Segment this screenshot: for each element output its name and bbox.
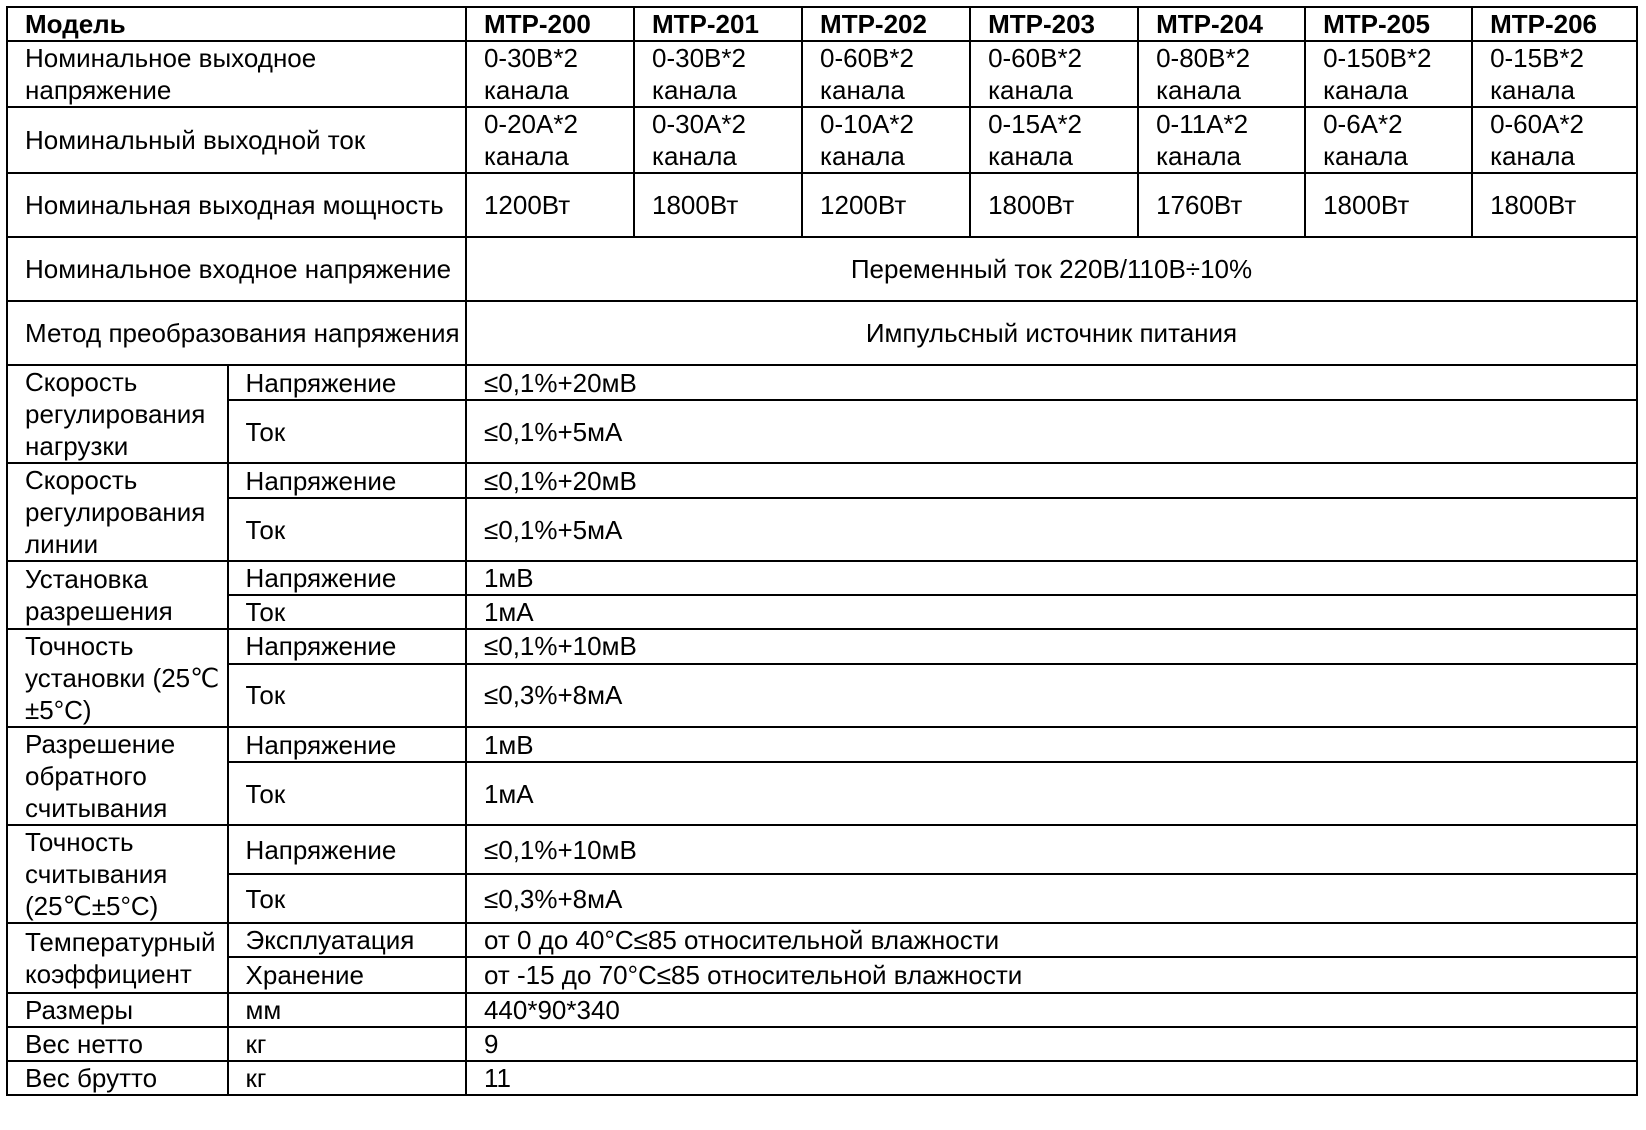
temp-coef-operation-row — [7, 923, 1637, 957]
sub-label: Напряжение — [228, 365, 466, 400]
group-value: 1мВ — [466, 727, 1637, 762]
group-label: Скорость регулирования линии — [7, 463, 228, 561]
value-cell: 0-15В*2 канала — [1472, 41, 1637, 107]
sub-label: Напряжение — [228, 629, 466, 664]
dimensions-row — [7, 993, 1637, 1027]
shared-value: Импульсный источник питания — [466, 301, 1637, 365]
group-value: ≤0,1%+5мА — [466, 400, 1637, 463]
spec-table-container — [6, 6, 1638, 1096]
group-label: Установка разрешения — [7, 561, 228, 629]
value-cell: 1800Вт — [634, 173, 802, 237]
temp-coef-storage-row — [7, 957, 1637, 993]
conversion-method-row — [7, 301, 1637, 365]
setting-resolution-current-row — [7, 595, 1637, 629]
value-cell: 0-30А*2 канала — [634, 107, 802, 173]
shared-value: Переменный ток 220В/110В÷10% — [466, 237, 1637, 301]
line-regulation-voltage-row — [7, 463, 1637, 498]
group-label: Разрешение обратного считывания — [7, 727, 228, 825]
group-value: ≤0,1%+5мА — [466, 498, 1637, 561]
row-label: Вес нетто — [7, 1027, 228, 1061]
group-value: ≤0,1%+10мВ — [466, 629, 1637, 664]
row-label: Размеры — [7, 993, 228, 1027]
input-voltage-row — [7, 237, 1637, 301]
sub-label: Ток — [228, 664, 466, 727]
model-name: MTP-204 — [1138, 7, 1305, 41]
value-cell: 1200Вт — [466, 173, 634, 237]
group-value: ≤0,1%+10мВ — [466, 825, 1637, 874]
unit-label: кг — [228, 1027, 466, 1061]
row-label: Номинальный выходной ток — [7, 107, 466, 173]
sub-label: Ток — [228, 400, 466, 463]
value-cell: 0-80В*2 канала — [1138, 41, 1305, 107]
setting-accuracy-voltage-row — [7, 629, 1637, 664]
value-cell: 0-10А*2 канала — [802, 107, 970, 173]
group-value: от -15 до 70°С≤85 относительной влажности — [466, 957, 1637, 993]
value-cell: 1200Вт — [802, 173, 970, 237]
value-cell: 0-15А*2 канала — [970, 107, 1138, 173]
model-name: MTP-203 — [970, 7, 1138, 41]
value-cell: 1800Вт — [1472, 173, 1637, 237]
group-label: Точность считывания (25℃±5°С) — [7, 825, 228, 923]
value-cell: 0-11А*2 канала — [1138, 107, 1305, 173]
single-value: 440*90*340 — [466, 993, 1637, 1027]
unit-label: кг — [228, 1061, 466, 1095]
model-name: MTP-202 — [802, 7, 970, 41]
output-power-row — [7, 173, 1637, 237]
readback-resolution-voltage-row — [7, 727, 1637, 762]
sub-label: Напряжение — [228, 561, 466, 595]
value-cell: 1800Вт — [1305, 173, 1472, 237]
row-label: Номинальное входное напряжение — [7, 237, 466, 301]
group-value: 1мА — [466, 595, 1637, 629]
sub-label: Хранение — [228, 957, 466, 993]
output-current-row — [7, 107, 1637, 173]
model-header-label: Модель — [7, 7, 466, 41]
group-label: Точность установки (25℃±5°С) — [7, 629, 228, 727]
header-row — [7, 7, 1637, 41]
model-name: MTP-200 — [466, 7, 634, 41]
group-label: Скорость регулирования нагрузки — [7, 365, 228, 463]
sub-label: Эксплуатация — [228, 923, 466, 957]
unit-label: мм — [228, 993, 466, 1027]
group-value: ≤0,1%+20мВ — [466, 463, 1637, 498]
model-name: MTP-201 — [634, 7, 802, 41]
setting-accuracy-current-row — [7, 664, 1637, 727]
line-regulation-current-row — [7, 498, 1637, 561]
row-label: Вес брутто — [7, 1061, 228, 1095]
value-cell: 0-6А*2 канала — [1305, 107, 1472, 173]
sub-label: Напряжение — [228, 727, 466, 762]
value-cell: 1760Вт — [1138, 173, 1305, 237]
sub-label: Ток — [228, 762, 466, 825]
single-value: 9 — [466, 1027, 1637, 1061]
model-name: MTP-206 — [1472, 7, 1637, 41]
readback-accuracy-current-row — [7, 874, 1637, 923]
load-regulation-voltage-row — [7, 365, 1637, 400]
sub-label: Ток — [228, 874, 466, 923]
group-value: ≤0,3%+8мА — [466, 664, 1637, 727]
net-weight-row — [7, 1027, 1637, 1061]
spec-table — [6, 6, 1638, 1096]
sub-label: Ток — [228, 498, 466, 561]
group-label: Температурный коэффициент — [7, 923, 228, 993]
gross-weight-row — [7, 1061, 1637, 1095]
value-cell: 0-30В*2 канала — [466, 41, 634, 107]
group-value: 1мА — [466, 762, 1637, 825]
model-name: MTP-205 — [1305, 7, 1472, 41]
value-cell: 1800Вт — [970, 173, 1138, 237]
group-value: ≤0,1%+20мВ — [466, 365, 1637, 400]
value-cell: 0-150В*2 канала — [1305, 41, 1472, 107]
sub-label: Ток — [228, 595, 466, 629]
readback-resolution-current-row — [7, 762, 1637, 825]
row-label: Номинальное выходное напряжение — [7, 41, 466, 107]
value-cell: 0-60В*2 канала — [970, 41, 1138, 107]
group-value: ≤0,3%+8мА — [466, 874, 1637, 923]
setting-resolution-voltage-row — [7, 561, 1637, 595]
readback-accuracy-voltage-row — [7, 825, 1637, 874]
sub-label: Напряжение — [228, 463, 466, 498]
load-regulation-current-row — [7, 400, 1637, 463]
row-label: Номинальная выходная мощность — [7, 173, 466, 237]
value-cell: 0-60А*2 канала — [1472, 107, 1637, 173]
value-cell: 0-30В*2 канала — [634, 41, 802, 107]
single-value: 11 — [466, 1061, 1637, 1095]
output-voltage-row — [7, 41, 1637, 107]
value-cell: 0-60В*2 канала — [802, 41, 970, 107]
group-value: 1мВ — [466, 561, 1637, 595]
sub-label: Напряжение — [228, 825, 466, 874]
row-label: Метод преобразования напряжения — [7, 301, 466, 365]
group-value: от 0 до 40°С≤85 относительной влажности — [466, 923, 1637, 957]
value-cell: 0-20А*2 канала — [466, 107, 634, 173]
